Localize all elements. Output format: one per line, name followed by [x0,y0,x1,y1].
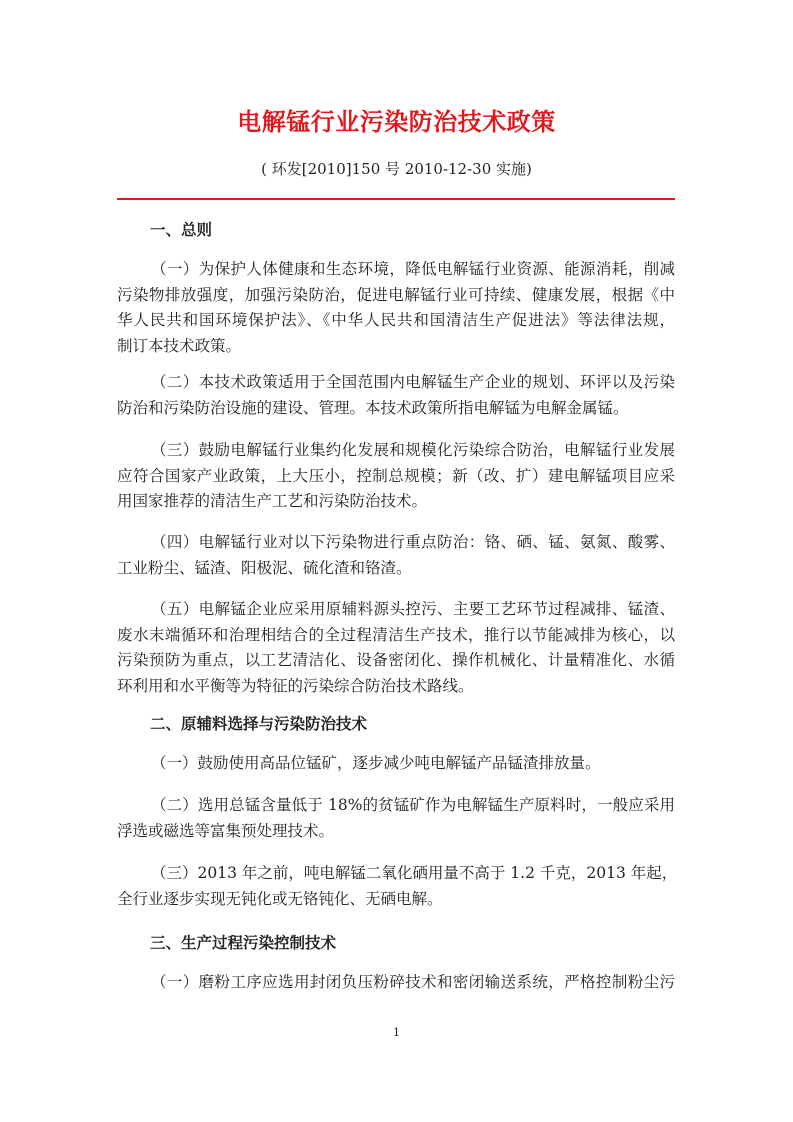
paragraph-line: 华人民共和国环境保护法》、《中华人民共和国清洁生产促进法》等法律法规， [117,311,675,330]
paragraph [117,370,675,421]
section-heading: 二、原辅料选择与污染防治技术 [150,715,368,733]
paragraph [117,793,675,844]
document-subtitle: ( 环发[2010]150 号 2010-12-30 实施) [261,160,532,178]
paragraph-line: （三）2013 年之前，吨电解锰二氧化硒用量不高于 1.2 千克，2013 年起， [151,864,678,882]
paragraph [117,970,675,996]
paragraph-line: （四）电解锰行业对以下污染物进行重点防治：铬、硒、锰、氨氮、酸雾、 [151,533,675,551]
paragraph [117,597,675,700]
document-title: 电解锰行业污染防治技术政策 [237,108,556,136]
paragraph-line: 制订本技术政策。 [117,337,242,356]
section-heading: 三、生产过程污染控制技术 [150,934,337,952]
paragraph-line: （二）选用总锰含量低于 18%的贫锰矿作为电解锰生产原料时，一般应采用 [151,796,675,814]
paragraph-line: （三）鼓励电解锰行业集约化发展和规模化污染综合防治，电解锰行业发展 [151,441,675,459]
paragraph-line: 应符合国家产业政策，上大压小，控制总规模；新（改、扩）建电解锰项目应采 [117,466,675,485]
paragraph-line: 全行业逐步实现无钝化或无铬钝化、无硒电解。 [117,889,443,908]
title-divider [117,198,675,200]
paragraph-line: 工业粉尘、锰渣、阳极泥、硫化渣和铬渣。 [117,558,412,577]
paragraph-line: 用国家推荐的清洁生产工艺和污染防治技术。 [117,492,428,511]
paragraph-line: 防治和污染防治设施的建设、管理。本技术政策所指电解锰为电解金属锰。 [117,398,629,417]
paragraph-line: （一）为保护人体健康和生态环境，降低电解锰行业资源、能源消耗，削减 [151,260,675,278]
paragraph-line: （一）磨粉工序应选用封闭负压粉碎技术和密闭输送系统，严格控制粉尘污 [151,973,675,991]
paragraph [117,751,675,777]
section-heading: 一、总则 [150,221,213,239]
paragraph-line: （五）电解锰企业应采用原辅料源头控污、主要工艺环节过程减排、锰渣、 [151,600,675,618]
paragraph-line: 污染物排放强度，加强污染防治，促进电解锰行业可持续、健康发展，根据《中 [117,285,675,304]
paragraph [117,530,675,581]
paragraph-line: 污染预防为重点，以工艺清洁化、设备密闭化、操作机械化、计量精准化、水循 [117,651,675,670]
paragraph-line: （二）本技术政策适用于全国范围内电解锰生产企业的规划、环评以及污染 [151,373,675,391]
paragraph-line: 环利用和水平衡等为特征的污染综合防治技术路线。 [117,677,474,696]
paragraph [117,861,678,912]
paragraph-line: （一）鼓励使用高品位锰矿，逐步减少吨电解锰产品锰渣排放量。 [151,754,601,772]
page-number: 1 [393,1026,400,1039]
paragraph [117,438,675,515]
paragraph-line: 废水末端循环和治理相结合的全过程清洁生产技术，推行以节能减排为核心，以 [117,625,675,644]
paragraph [117,257,675,360]
paragraph-line: 浮选或磁选等富集预处理技术。 [117,821,335,840]
